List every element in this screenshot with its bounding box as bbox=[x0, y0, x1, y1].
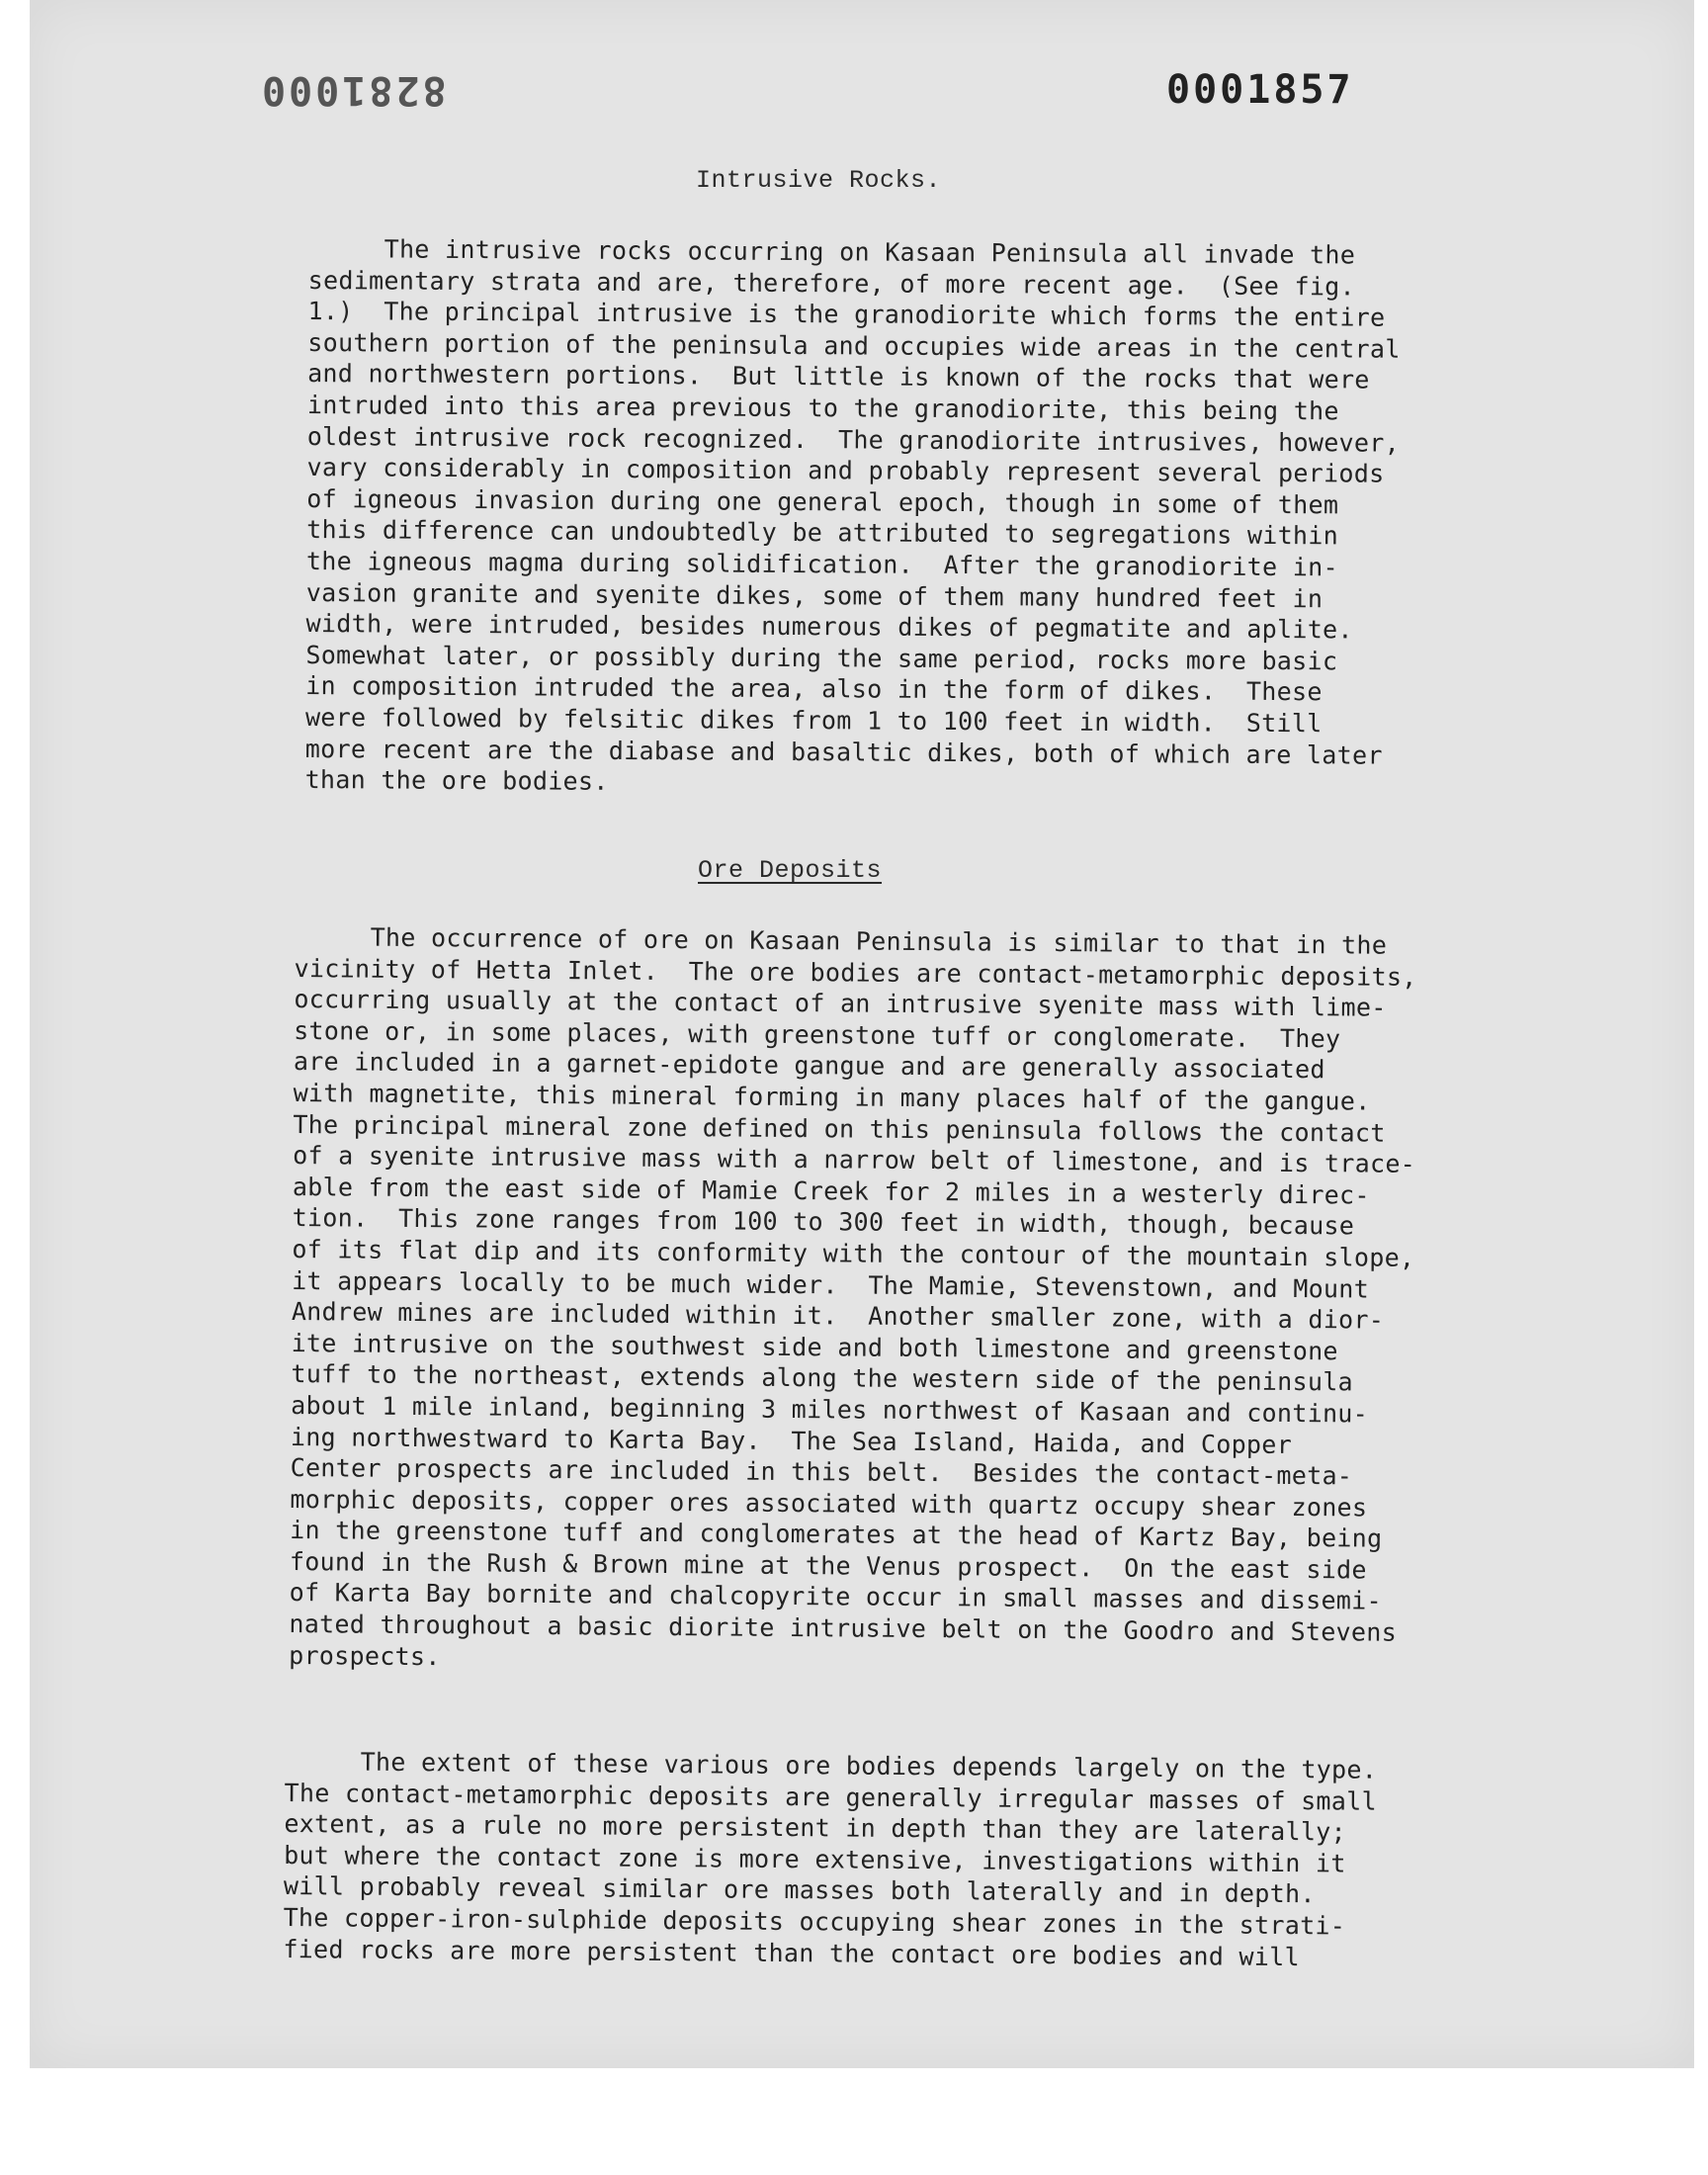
text-line: will probably reveal similar ore masses both laterally and in depth. bbox=[283, 1871, 1316, 1909]
document-number-stamp: 0001857 bbox=[1166, 67, 1354, 113]
text-line: vasion granite and syenite dikes, some of them many hundred feet in bbox=[305, 577, 1324, 613]
text-line: 1.) The principal intrusive is the granodiorite which forms the entire bbox=[307, 297, 1386, 332]
text-line: in the greenstone tuff and conglomerates at the head of Kartz Bay, being bbox=[290, 1516, 1383, 1553]
text-line: morphic deposits, copper ores associated with quartz occupy shear zones bbox=[290, 1484, 1368, 1522]
paragraph-intrusive-rocks bbox=[305, 233, 1402, 802]
text-line: but where the contact zone is more extensive, investigations within it bbox=[284, 1840, 1346, 1878]
text-line: The contact-metamorphic deposits are generally irregular masses of small bbox=[284, 1778, 1378, 1816]
text-line: this difference can undoubtedly be attributed to segregations within bbox=[306, 515, 1339, 551]
text-line: intruded into this area previous to the granodiorite, this being the bbox=[306, 390, 1339, 426]
text-line: fied rocks are more persistent than the contact ore bodies and will bbox=[283, 1934, 1301, 1971]
text-line: width, were intruded, besides numerous dikes of pegmatite and aplite. bbox=[305, 609, 1353, 645]
text-line: and northwestern portions. But little is known of the rocks that were bbox=[307, 359, 1370, 394]
text-line: nated throughout a basic diorite intrusive belt on the Goodro and Stevens bbox=[289, 1610, 1398, 1647]
text-line: southern portion of the peninsula and occupies wide areas in the central bbox=[307, 327, 1401, 364]
text-line: than the ore bodies. bbox=[304, 765, 609, 796]
paragraph-ore-deposits-2 bbox=[283, 1746, 1377, 1973]
text-line: with magnetite, this mineral forming in many places half of the gangue. bbox=[293, 1078, 1371, 1116]
section-heading-ore-deposits: Ore Deposits bbox=[698, 856, 883, 885]
text-line: tuff to the northeast, extends along the western side of the peninsula bbox=[291, 1359, 1354, 1397]
text-line: Center prospects are included in this belt. Besides the contact-meta- bbox=[290, 1453, 1353, 1491]
text-line: The intrusive rocks occurring on Kasaan Peninsula all invade the bbox=[307, 233, 1356, 270]
text-line: ite intrusive on the southwest side and both limestone and greenstone bbox=[291, 1328, 1338, 1366]
document-page bbox=[30, 0, 1694, 2068]
text-line: of igneous invasion during one general epoch, though in some of them bbox=[306, 483, 1339, 520]
text-line: vicinity of Hetta Inlet. The ore bodies are contact-metamorphic deposits, bbox=[294, 953, 1417, 992]
text-line: tion. This zone ranges from 100 to 300 feet in width, though, because bbox=[292, 1203, 1355, 1241]
text-line: were followed by felsitic dikes from 1 to 100 feet in width. Still bbox=[304, 702, 1323, 739]
text-line: The extent of these various ore bodies depends largely on the type. bbox=[284, 1747, 1378, 1784]
text-line: occurring usually at the contact of an intrusive syenite mass with lime- bbox=[294, 985, 1387, 1022]
text-line: more recent are the diabase and basaltic dikes, both of which are later bbox=[304, 734, 1383, 770]
text-line: the igneous magma during solidification. After the granodiorite in- bbox=[305, 546, 1338, 582]
text-line: The occurrence of ore on Kasaan Peninsula is similar to that in the bbox=[294, 921, 1388, 960]
text-line: Somewhat later, or possibly during the same period, rocks more basic bbox=[305, 640, 1338, 676]
text-line: found in the Rush & Brown mine at the Venus prospect. On the east side bbox=[289, 1546, 1367, 1585]
text-line: stone or, in some places, with greenstone tuff or conglomerate. They bbox=[294, 1015, 1341, 1054]
text-line: in composition intruded the area, also in the form of dikes. These bbox=[305, 671, 1323, 707]
text-line: are included in a garnet-epidote gangue and are generally associated bbox=[293, 1047, 1325, 1085]
text-line: prospects. bbox=[289, 1640, 441, 1671]
text-line: of a syenite intrusive mass with a narrow belt of limestone, and is trace- bbox=[293, 1141, 1416, 1179]
text-line: of its flat dip and its conformity with the contour of the mountain slope, bbox=[292, 1234, 1415, 1272]
text-line: of Karta Bay bornite and chalcopyrite occur in small masses and dissemi- bbox=[289, 1578, 1383, 1616]
text-line: oldest intrusive rock recognized. The granodiorite intrusives, however, bbox=[306, 421, 1401, 458]
section-heading-intrusive-rocks: Intrusive Rocks. bbox=[696, 166, 942, 195]
text-line: ing northwestward to Karta Bay. The Sea Island, Haida, and Copper bbox=[290, 1422, 1293, 1459]
text-line: Andrew mines are included within it. Another smaller zone, with a dior- bbox=[291, 1297, 1385, 1335]
text-line: about 1 mile inland, beginning 3 miles northwest of Kasaan and continu- bbox=[291, 1390, 1369, 1429]
text-line: able from the east side of Mamie Creek for 2 miles in a westerly direc- bbox=[292, 1172, 1370, 1210]
text-line: The copper-iron-sulphide deposits occupying shear zones in the strati- bbox=[283, 1902, 1346, 1941]
text-line: sedimentary strata and are, therefore, of more recent age. (See fig. bbox=[307, 265, 1356, 302]
document-number-stamp-inverted: 8281000 bbox=[259, 67, 447, 113]
text-line: vary considerably in composition and probably represent several periods bbox=[306, 453, 1385, 488]
text-line: extent, as a rule no more persistent in depth than they are laterally; bbox=[284, 1809, 1347, 1847]
text-line: it appears locally to be much wider. The Mamie, Stevenstown, and Mount bbox=[292, 1265, 1370, 1304]
text-line: The principal mineral zone defined on this peninsula follows the contact bbox=[293, 1109, 1386, 1148]
paragraph-ore-deposits-1 bbox=[289, 921, 1417, 1680]
